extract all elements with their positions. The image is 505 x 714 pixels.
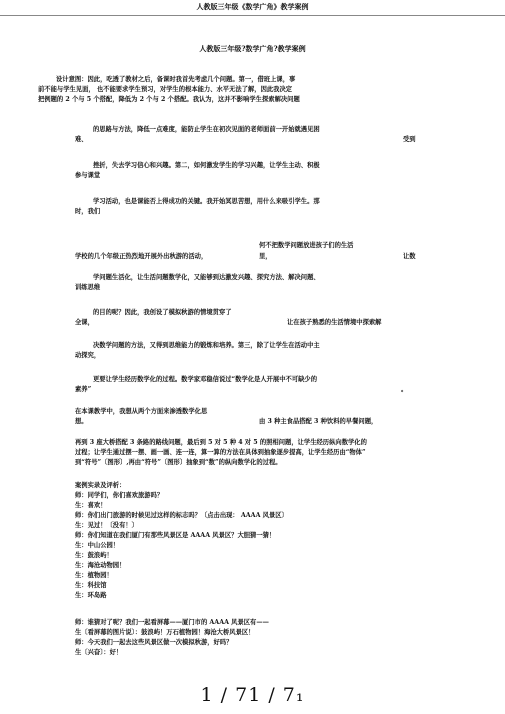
body-line: 决数学问题的方法，又得到思维能力的锻炼和培养。第三，除了让学生在活动中主	[93, 342, 320, 349]
body-line: 在本课教学中，我想从两个方面来渗透数学化思	[75, 408, 208, 415]
body-line: 由 3 种主食品搭配 3 种饮料的早餐问题，	[259, 418, 378, 425]
body-line: 动探究，	[75, 352, 101, 359]
dialogue-line: 生：中山公园！	[75, 542, 120, 549]
body-line: 让数	[403, 253, 416, 260]
body-line: 。	[401, 386, 408, 393]
body-line: 的目的呢？因此，我创设了模拟秋游的情境贯穿了	[93, 309, 232, 316]
document-title: 人教版三年级?数学广角?教学案例	[199, 44, 306, 53]
body-line: 素养”	[75, 386, 92, 393]
body-line: 前不能与学生见面， 也不能要求学生预习，对学生的根本能力、水平无法了解，因此我决定	[38, 86, 293, 93]
body-line: 过程；让学生通过摆一摆、画一画、连一连，算一算的方法在具体到抽象逐步提高，让学生经历由“物体”	[75, 449, 366, 456]
dialogue-line: 生：科技馆	[75, 582, 107, 589]
body-line: 何不把数学问题放进孩子们的生活	[259, 242, 354, 249]
dialogue-line: 师：今天我们一起去这些风景区做一次模拟秋游，好吗？	[75, 639, 233, 646]
dialogue-line: 生：鼓浪屿！	[75, 552, 113, 559]
dialogue-line: 师：谁猜对了呢？我们一起看屏幕——厦门市的 AAAA 风景区有——	[75, 619, 269, 626]
body-line: 更要让学生经历数学化的过程。数学家邓稳信说过“数学化是人开展中不可缺少的	[93, 376, 318, 383]
body-line: 再到 3 座大桥搭配 3 条路的路线问题，最后到 5 对 5 种 4 对 5 的照相问题，让学生经历纵向数学化的	[75, 439, 367, 446]
dialogue-line: 师：你们知道在我们厦门有那些风景区是 AAAA 风景区？大胆猜一猜！	[75, 532, 276, 539]
body-line: 的思路与方法，降低一点难度，能防止学生在初次见面的老师面前一开始就遇见困	[93, 126, 320, 133]
dialogue-line: 生：植物园！	[75, 572, 113, 579]
dialogue-line: 生：环岛路	[75, 592, 107, 599]
body-line: 受到	[403, 136, 416, 143]
dialogue-line: 生〔看屏幕的图片说〕：鼓浪屿！万石植物园！海沧大桥风景区！	[75, 629, 255, 636]
dialogue-line: 生：见过！〔没有！〕	[75, 522, 138, 529]
body-line: 难、	[75, 136, 88, 143]
body-line: 挫折，失去学习信心和兴趣。第二，如何激发学生的学习兴趣，让学生主动、积极	[93, 162, 320, 169]
page-number: 1 / 71 / 7₁	[200, 684, 305, 706]
dialogue-line: 案例实录及评析：	[75, 482, 126, 489]
body-line: 设计意图：因此，吃透了教材之后，备课时我首先考虑几个问题。第一，借班上课，事	[56, 76, 296, 83]
body-line: 学校的几个年级正热烈地开展外出秋游的活动，	[75, 253, 208, 260]
dialogue-line: 生〔兴奋〕：好！	[75, 649, 123, 656]
running-header: 人教版三年级《数学广角》教学案例	[0, 2, 505, 16]
body-line: 参与课堂	[75, 172, 101, 179]
dialogue-line: 师：你们出门旅游的时候见过这样的标志吗？〔点击出现： AAAA 风景区〕	[75, 512, 288, 519]
body-line: 到“符号”〔图形〕,再由“符号”〔图形〕抽象到“数”的纵向数学化的过程。	[75, 459, 282, 466]
dialogue-line: 师：同学们，你们喜欢旅游吗？	[75, 492, 164, 499]
body-line: 让在孩子熟悉的生活情境中探索解	[287, 319, 382, 326]
body-line: 把例题的 2 个与 5 个搭配，降低为 2 个与 2 个搭配。我认为，这并不影响学生探索解决问题	[38, 96, 300, 103]
body-line: 训练思维	[75, 284, 101, 291]
body-line: 里，	[259, 253, 272, 260]
body-line: 学习活动，也是课能否上得成功的关键。我开始冥思苦想，用什么来吸引学生。那	[93, 198, 320, 205]
body-line: 时，我们	[75, 208, 101, 215]
body-line: 全课，	[75, 319, 94, 326]
body-line: 想。	[75, 418, 88, 425]
dialogue-line: 生：海沧动物园！	[75, 562, 126, 569]
dialogue-line: 生：喜欢！	[75, 502, 107, 509]
body-line: 学问题生活化，让生活问题数学化，又能够到达激发兴趣、探究方法、解决问题、	[93, 274, 320, 281]
